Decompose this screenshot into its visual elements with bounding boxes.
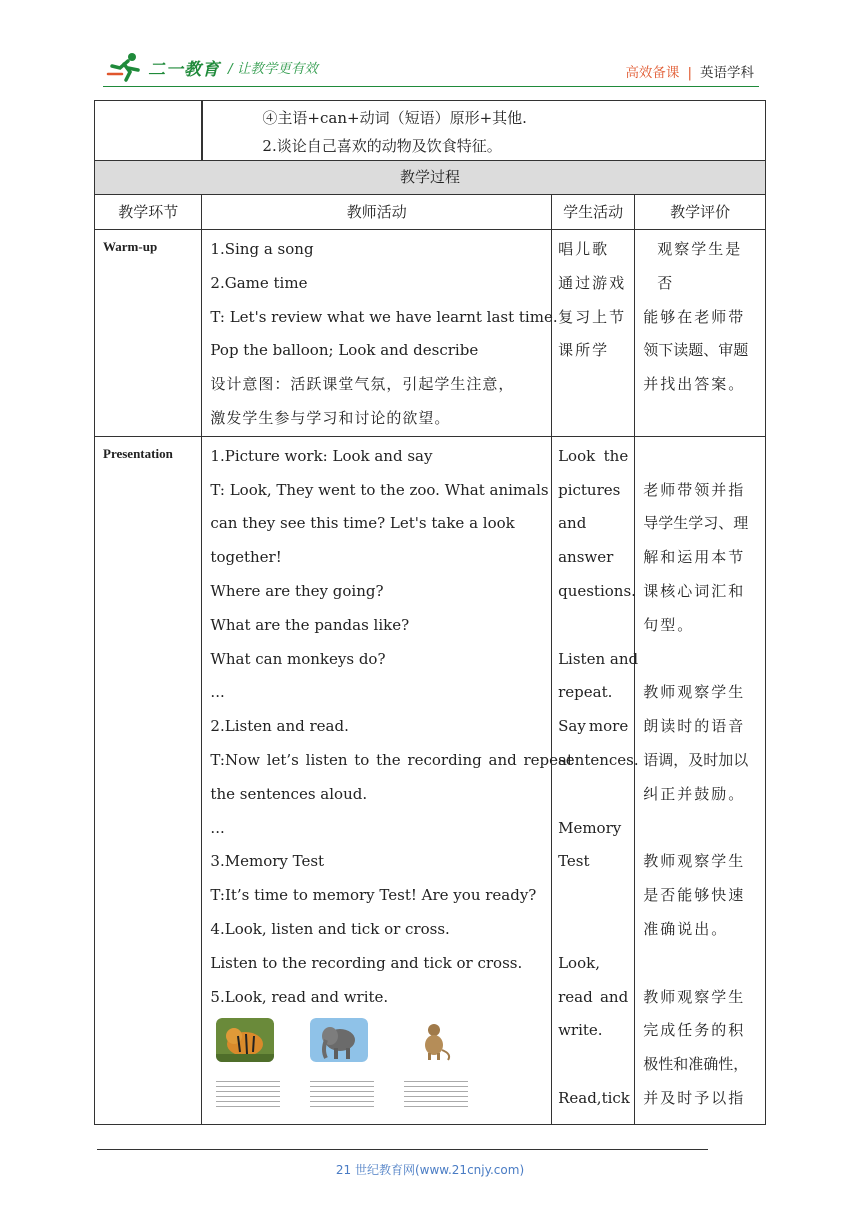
activity-line: Pop the balloon; Look and describe — [210, 341, 479, 360]
eval-line: 语调，及时加以 — [643, 750, 749, 769]
objective-line: 2.谈论自己喜欢的动物及饮食特征。 — [262, 137, 502, 155]
activity-line: Listen to the recording and tick or cross. — [210, 953, 523, 972]
student-line: Listen and — [558, 649, 639, 668]
elephant-picture — [310, 1018, 374, 1111]
eval-line: 完成任务的积 — [643, 1021, 746, 1040]
student-word: the — [603, 446, 629, 465]
column-header: 教学环节 — [95, 195, 202, 230]
teacher-activity — [202, 230, 558, 437]
activity-line: 2.Game time — [210, 273, 308, 292]
evaluation — [635, 230, 766, 437]
brand-name: 二一教育 — [148, 59, 220, 80]
eval-line: 朗读时的语音 — [643, 717, 746, 736]
activity-line: 1.Sing a song — [210, 240, 314, 258]
eval-line: 教师观察学生 — [643, 852, 746, 871]
header-tag-efficient: 高效备课 — [625, 65, 680, 81]
eval-line: 课核心词汇和 — [643, 581, 746, 600]
header-subject: 英语学科 — [700, 65, 754, 81]
eval-line: 领下读题、审题 — [643, 341, 749, 360]
column-header-row — [95, 195, 766, 230]
header-divider — [103, 86, 759, 87]
eval-line: 老师带领并指 — [643, 480, 746, 499]
activity-line: T:Now let’s listen to the recording and repeat — [210, 750, 573, 769]
activity-line: 1.Picture work: Look and say — [210, 446, 433, 465]
animal-pictures — [210, 1018, 545, 1111]
activity-line: 5.Look, read and write. — [210, 987, 389, 1006]
eval-line: 教师观察学生 — [643, 683, 746, 702]
eval-line: 极性和准确性， — [643, 1055, 749, 1074]
student-line: repeat. — [558, 683, 613, 702]
activity-line: 3.Memory Test — [210, 852, 325, 871]
presentation-row — [95, 436, 766, 1124]
student-line: questions. — [558, 581, 636, 600]
teacher-activity — [202, 436, 573, 1124]
page-header — [0, 0, 860, 100]
activity-line: T:It’s time to memory Test! Are you ready? — [210, 886, 537, 905]
activity-line: can they see this time? Let's take a look — [210, 514, 515, 533]
column-header: 教学评价 — [635, 195, 766, 230]
student-word: and — [599, 987, 629, 1006]
tiger-picture — [216, 1018, 280, 1111]
column-header: 教师活动 — [202, 195, 552, 230]
stage-label: Presentation — [95, 436, 202, 1124]
warmup-row — [95, 230, 766, 437]
stage-label: Warm-up — [95, 230, 202, 437]
student-line: 复习上节 — [558, 307, 627, 326]
activity-line: T: Let's review what we have learnt last time. — [210, 307, 558, 326]
student-line: 通过游戏 — [558, 273, 627, 292]
eval-line: 能够在老师带 — [643, 307, 746, 326]
activity-line: ... — [210, 683, 225, 702]
activity-line: together! — [210, 548, 282, 567]
student-word: Read, — [558, 1088, 602, 1107]
header-right — [625, 61, 754, 81]
elephant-icon — [310, 1018, 368, 1062]
student-word: read — [558, 987, 593, 1006]
evaluation — [635, 436, 766, 1124]
activity-line: What are the pandas like? — [210, 615, 410, 634]
section-title: 教学过程 — [95, 161, 766, 195]
student-word: Look — [558, 446, 596, 465]
footer-text: 21 世纪教育网(www.21cnjy.com) — [335, 1163, 525, 1177]
activity-line: 激发学生参与学习和讨论的欲望。 — [210, 408, 451, 427]
objectives-cell — [202, 101, 766, 161]
lesson-table — [94, 100, 766, 1125]
eval-line: 纠正并鼓励。 — [643, 784, 746, 803]
activity-line: 4.Look, listen and tick or cross. — [210, 919, 450, 938]
activity-line: 2.Listen and read. — [210, 717, 349, 736]
runner-logo-icon — [106, 52, 146, 82]
activity-line: ... — [210, 818, 225, 837]
student-line: sentences. — [558, 750, 639, 769]
student-line: write. — [558, 1021, 603, 1040]
header-separator: | — [687, 65, 692, 81]
objective-line: ④主语+can+动词（短语）原形+其他. — [262, 109, 527, 127]
student-word: more — [588, 717, 629, 736]
student-word: tick — [601, 1088, 630, 1107]
column-header: 学生活动 — [552, 195, 635, 230]
eval-line: 教师观察学生 — [643, 987, 746, 1006]
monkey-icon — [404, 1018, 462, 1062]
logo — [106, 52, 318, 82]
student-line: pictures — [558, 480, 621, 499]
student-line: Test — [558, 852, 590, 871]
activity-line: What can monkeys do? — [210, 649, 386, 668]
eval-line: 是否能够快速 — [643, 886, 746, 905]
eval-line: 观察学生是否 — [657, 240, 743, 292]
eval-line: 导学生学习、理 — [643, 514, 749, 533]
eval-line: 并及时予以指 — [643, 1088, 746, 1107]
tiger-icon — [216, 1018, 274, 1062]
activity-line: 设计意图：活跃课堂气氛，引起学生注意， — [210, 375, 515, 394]
student-line: 课所学 — [558, 341, 610, 360]
eval-line: 准确说出。 — [643, 919, 729, 938]
slogan: / 让教学更有效 — [228, 61, 318, 77]
student-line: 唱儿歌 — [558, 240, 610, 258]
footer-divider — [97, 1149, 708, 1150]
objective-empty-cell — [95, 101, 202, 161]
monkey-picture — [404, 1018, 468, 1111]
eval-line: 并找出答案。 — [643, 375, 746, 394]
student-activity — [552, 230, 635, 437]
section-row — [95, 161, 766, 195]
student-word: Say — [558, 717, 586, 736]
student-line: and — [558, 514, 587, 533]
student-activity — [552, 436, 639, 1124]
student-line: Memory — [558, 818, 622, 837]
objectives-row — [95, 101, 766, 161]
eval-line: 解和运用本节 — [643, 548, 746, 567]
activity-line: the sentences aloud. — [210, 784, 368, 803]
student-line: answer — [558, 548, 614, 567]
eval-line: 句型。 — [643, 615, 695, 634]
student-line: Look, — [558, 953, 600, 972]
activity-line: Where are they going? — [210, 581, 384, 600]
activity-line: T: Look, They went to the zoo. What animals — [210, 480, 549, 499]
